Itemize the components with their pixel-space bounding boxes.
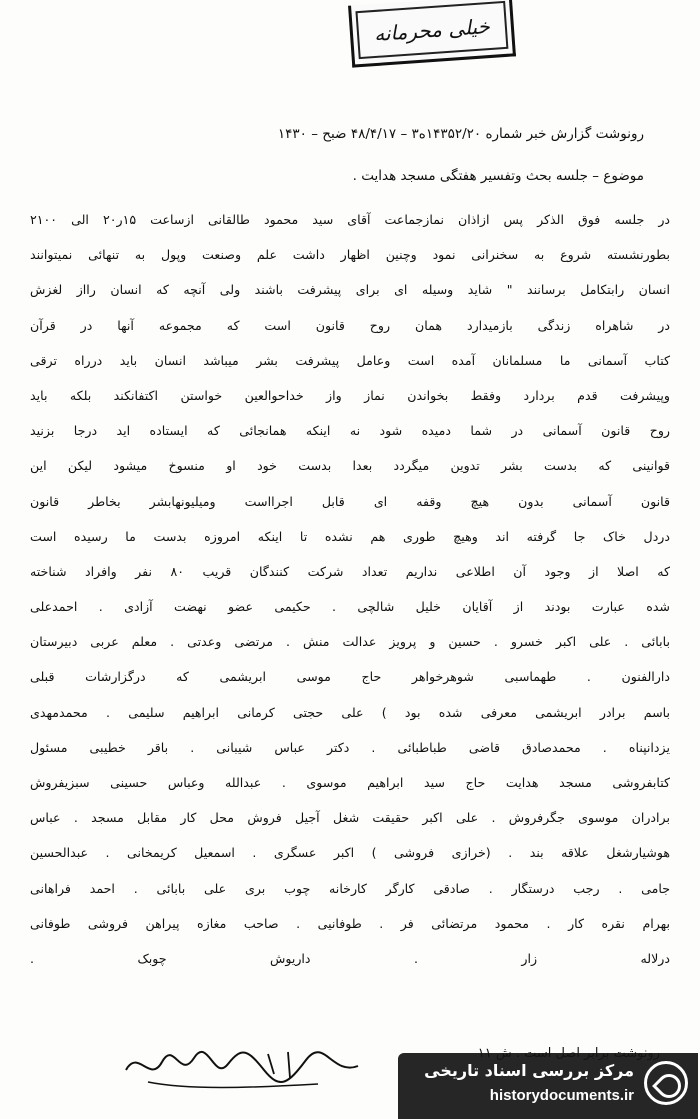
handwritten-signature — [118, 1040, 368, 1095]
body-line: برادران موسوی جگرفروش . علی اکبر حقیقت شغل آجیل فروش محل کار مقابل مسجد . عباس — [30, 810, 670, 826]
archive-logo-icon — [644, 1061, 688, 1105]
body-line: درلاله زار . داریوش چوبک . — [30, 950, 670, 966]
body-line: هوشیارشغل علاقه بند . (خرازی فروشی ) اکبر عسگری . اسمعیل کریمخانی . عبدالحسین — [30, 845, 670, 861]
watermark-title: مرکز بررسی اسناد تاریخی — [424, 1061, 634, 1080]
body-line: دردل خاک جا گرفته اند وهیچ طوری هم نشده تا اینکه امروزه بدست ما رسیده است — [30, 528, 670, 544]
body-line: روح قانون آسمانی در شما دمیده شود نه اینکه همانجائی که ایستاده اید درجا بزنید — [30, 423, 670, 439]
archive-watermark — [398, 1053, 698, 1119]
body-line: بابائی . علی اکبر خسرو . حسین و پرویز عدالت منش . مرتضی وعدتی . معلم عربی دبیرستان — [30, 634, 670, 650]
body-line: قانون آسمانی بدون هیچ وقفه ای قابل اجرااست ومیلیونهابشر بخاطر قانون — [30, 493, 670, 509]
stamp-text: خیلی محرمانه — [355, 0, 508, 58]
body-line: در شاهراه زندگی بازمیدارد همان روح قانون است که مجموعه آنها در قرآن — [30, 317, 670, 333]
body-line: وپیشرفت قدم بردارد وفقط بخواندن نماز واز خداحوالعین خواستن اکتفانکند بلکه باید — [30, 387, 670, 403]
body-line: انسان رابتکامل برسانند " شاید وسیله ای برای پیشرفت باشند ولی آنچه که انسان رااز لغزش — [30, 282, 670, 298]
body-line: شده عبارت بودند از آقایان خلیل شالچی . حکیمی عضو نهضت آزادی . احمدعلی — [30, 599, 670, 615]
body-line: که اصلا از وجود آن اطلاعی نداریم تعداد شرکت کنندگان قریب ۸۰ نفر وافراد شناخته — [30, 563, 670, 579]
body-line: کتاب آسمانی ما مسلمانان آمده است وعامل پیشرفت بشر میباشد انسان باید درراه ترقی — [30, 352, 670, 368]
body-line: جامی . رجب درستگار . صادقی کارگر کارخانه چوب بری علی بابائی . احمد فراهانی — [30, 880, 670, 896]
body-line: کتابفروشی مسجد هدایت حاج سید ابراهیم موسوی . عبدالله وعباس حسینی سبزیفروش — [30, 775, 670, 790]
report-subject: موضوع – جلسه بحث وتفسیر هفتگی مسجد هدایت . — [352, 168, 644, 184]
body-line: یزدانپناه . محمدصادق قاضی طباطبائی . دکتر عباس شیبانی . باقر خطیبی مسئول — [30, 739, 670, 755]
report-header: رونوشت گزارش خبر شماره ۱۴۳۵۲/۲۰ه۳ – ۴۸/۴/۱۷ ضبح – ۱۴۳۰ — [277, 126, 644, 142]
body-line: بهرام نقره کار . محمود مرتضائی فر . طوفانیی . صاحب مغازه پیراهن فروشی طوفانی — [30, 915, 670, 931]
watermark-url: historydocuments.ir — [489, 1087, 634, 1104]
body-line: باسم برادر ابریشمی معرفی شده بود ) علی حجتی کرمانی ابراهیم سلیمی . محمدمهدی — [30, 704, 670, 720]
body-line: دارالفنون . طهماسبی شوهرخواهر حاج موسی ابریشمی که درگزارشات قبلی — [30, 669, 670, 685]
body-line: بطورنشسته شروع به سخنرانی نمود وچنین اظهار داشت علم وصنعت وپول به تنهائی نمیتوانند — [30, 247, 670, 263]
confidential-stamp — [348, 0, 516, 68]
body-line: قوانینی که بدست بشر تدوین میگردد بعدا بدست خود او منسوخ میشود لیکن این — [30, 458, 670, 474]
report-body — [30, 202, 670, 976]
body-line: در جلسه فوق الذکر پس ازاذان نمازجماعت آقای سید محمود طالقانی ازساعت ۱۵ر۲۰ الی ۲۱۰۰ — [30, 212, 670, 227]
